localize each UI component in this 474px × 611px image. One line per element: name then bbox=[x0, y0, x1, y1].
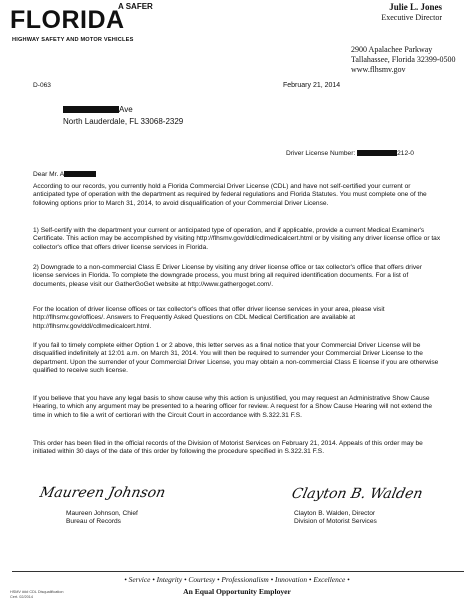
paragraph-intro: According to our records, you currently hold a Florida Commercial Driver License (CDL) and have not self-certified your current or anticipated type of operation with the department as required by federal regulations and Florida Statutes. You must complete one of the following options prior to March 31, 2014, to avoid disqualification of your Commercial Driver License. bbox=[33, 183, 427, 207]
form-code: HSMV ### CDL Disqualification Cert. 02/2014 bbox=[10, 590, 64, 599]
reference-code: D-063 bbox=[33, 82, 51, 89]
redaction-bar bbox=[357, 150, 397, 156]
paragraph-locations: For the location of driver license offices or tax collector's offices that offer driver license services in your area, please visit http://flhsmv.gov/offices/. Answers to Frequently Asked Questions on CDL Medical Certification are available at http://flhsmv.gov/ddl/cdlmedicalcert.html. bbox=[33, 306, 385, 330]
paragraph-option-2: 2) Downgrade to a non-commercial Class E Driver License by visiting any driver license office or tax collector's office that offers driver license services in Florida. To complete the downgrade process, you must bring all required identification documents. For a list of documents, please visit our GatherGoGet website at http://www.gathergoget.com/. bbox=[33, 264, 422, 288]
address-line2: Tallahassee, Florida 32399-0500 bbox=[351, 55, 456, 64]
executive-title: Executive Director bbox=[381, 13, 442, 22]
executive-name: Julie L. Jones bbox=[389, 2, 442, 12]
salutation: Dear Mr. A bbox=[33, 171, 96, 179]
right-signer-name: Clayton B. Walden, Director bbox=[294, 510, 376, 517]
address-line1: 2900 Apalachee Parkway bbox=[351, 45, 433, 54]
website: www.flhsmv.gov bbox=[351, 65, 406, 74]
left-signer-title: Bureau of Records bbox=[66, 518, 121, 525]
right-signature: Clayton B. Walden bbox=[290, 486, 425, 502]
footer-rule bbox=[12, 571, 464, 572]
logo-tagline: A SAFER bbox=[118, 2, 153, 11]
right-signer-title: Division of Motorist Services bbox=[294, 518, 377, 525]
paragraph-order-filed: This order has been filed in the official records of the Division of Motorist Services on February 21, 2014. Appeals of this order may be initiated within 30 days of the date of this order by following the procedure specified in S.322.31 F.S. bbox=[33, 440, 423, 456]
letter-date: February 21, 2014 bbox=[283, 82, 341, 89]
recipient-city: North Lauderdale, FL 33068-2329 bbox=[63, 117, 184, 126]
paragraph-show-cause: If you believe that you have any legal basis to show cause why this action is unjustified, you may request an Administrative Show Cause Hearing, to which any argument may be presented to a hearing officer for review. A request for a Show Cause Hearing will not extend the time in which to file a writ of certiorari with the Circuit Court in accordance with S.322.31 F.S. bbox=[33, 395, 433, 419]
left-signature: Maureen Johnson bbox=[38, 485, 167, 501]
paragraph-disqualification: If you fail to timely complete either Option 1 or 2 above, this letter serves as a final notice that your Commercial Driver License will be disqualified indefinitely at 12:01 a.m. on March 31, 2014. You will then be required to surrender your Commercial Driver License to the department. Upon the surrender of your Commercial Driver License, you may obtain a non-commercial Class E license if you are otherwise qualified to receive such license. bbox=[33, 342, 439, 374]
license-number: Driver License Number: 212-0 bbox=[286, 150, 414, 157]
logo-subtitle: HIGHWAY SAFETY AND MOTOR VEHICLES bbox=[12, 37, 134, 43]
motto: • Service • Integrity • Courtesy • Professionalism • Innovation • Excellence • bbox=[124, 575, 350, 584]
florida-logo: FLORIDA bbox=[10, 6, 125, 34]
equal-opportunity-statement: An Equal Opportunity Employer bbox=[183, 587, 291, 596]
recipient-street: Ave bbox=[63, 106, 133, 114]
redaction-bar bbox=[63, 106, 119, 113]
redaction-bar bbox=[64, 171, 96, 177]
left-signer-name: Maureen Johnson, Chief bbox=[66, 510, 138, 517]
paragraph-option-1: 1) Self-certify with the department your current or anticipated type of operation, and if applicable, provide a current Medical Examiner's Certificate. This action may be accomplished by visiting http://flhsmv.gov/ddl/cdlmedicalcert.html or by visiting any driver license office or tax collector's office that offers driver license services in Florida. bbox=[33, 227, 441, 251]
